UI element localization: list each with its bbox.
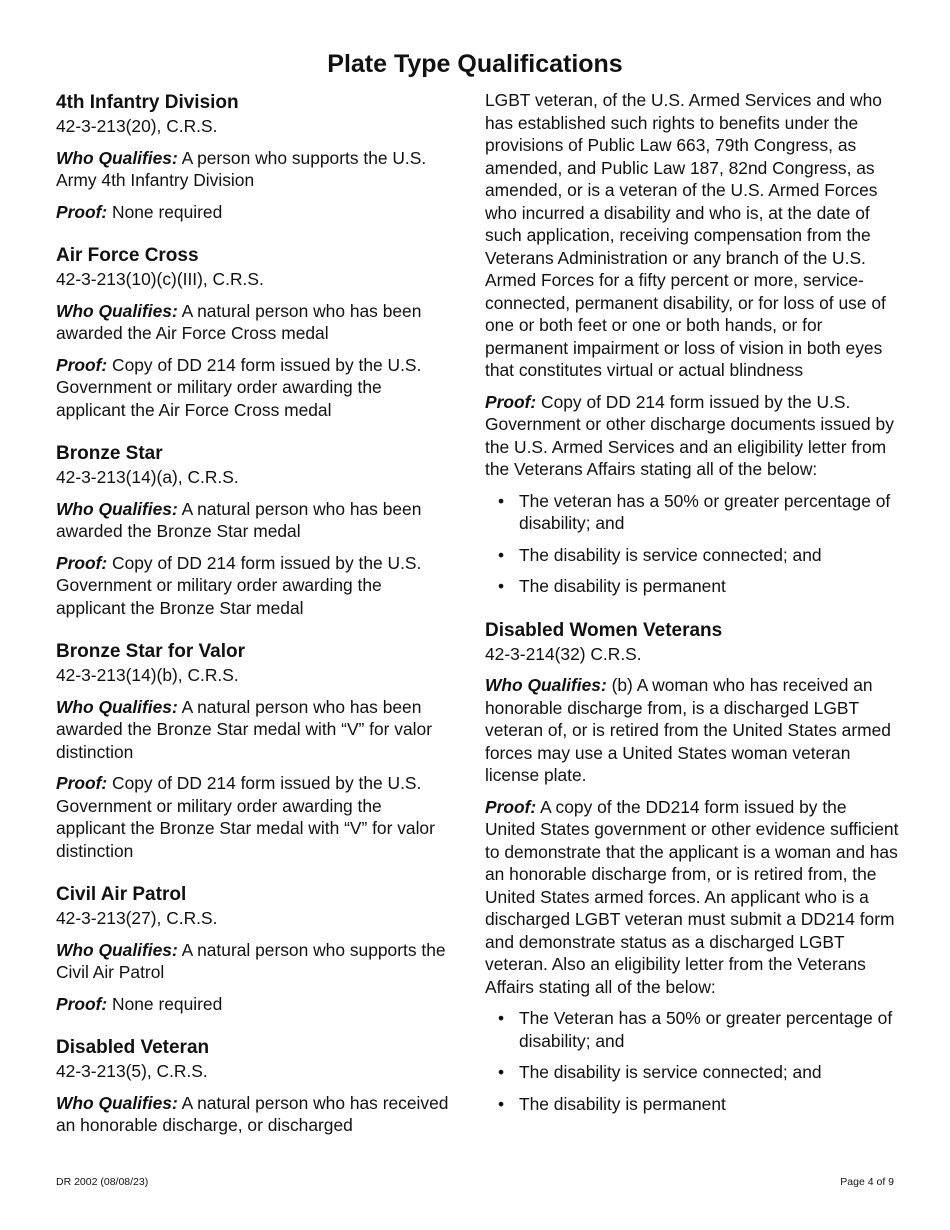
who-qualifies: [56, 300, 456, 345]
proof: [56, 772, 456, 862]
bullet-item: • The disability is service connected; and: [485, 1061, 900, 1084]
form-id: DR 2002 (08/08/23): [56, 1176, 149, 1188]
section-title: Bronze Star for Valor: [56, 641, 245, 662]
page-title: Plate Type Qualifications: [327, 50, 623, 78]
who-qualifies-text: A person who supports the U.S. Army 4th Infantry Division: [56, 147, 427, 190]
proof: [56, 993, 456, 1016]
who-qualifies: [56, 1092, 456, 1137]
bullet-item: • The disability is permanent: [485, 575, 900, 598]
statute-reference: 42-3-213(14)(b), C.R.S.: [56, 665, 239, 685]
proof-text: A copy of the DD214 form issued by the United States government or other evidence sufficient to demonstrate that the applicant is a woman and has an honorable discharge from, or is retired from, the United States armed forces. An applicant who is a discharged LGBT veteran must submit a DD214 form and demonstrate status as a discharged LGBT veteran. Also an eligibility letter from the Veterans Affairs stating all of the below:: [485, 796, 899, 997]
statute-reference: 42-3-213(20), C.R.S.: [56, 116, 218, 136]
section-air-force-cross: [56, 244, 456, 421]
who-qualifies: [56, 696, 456, 764]
proof-text: Copy of DD 214 form issued by the U.S. Government or other discharge documents issued by the U.S. Armed Services and an eligibility letter from the Veterans Affairs stating all of the below:: [485, 391, 894, 479]
who-qualifies: [485, 674, 900, 787]
proof: [485, 391, 900, 481]
section-bronze-star: [56, 442, 456, 619]
who-qualifies: [56, 939, 456, 984]
who-qualifies-label: Who Qualifies:: [485, 675, 607, 695]
who-qualifies-text: A natural person who has received an honorable discharge, or discharged: [56, 1092, 449, 1135]
bullet-item: • The veteran has a 50% or greater percentage of disability; and: [485, 490, 900, 535]
section-title: 4th Infantry Division: [56, 92, 239, 113]
who-qualifies-text: A natural person who has been awarded the Air Force Cross medal: [56, 300, 422, 343]
who-qualifies-text: A natural person who supports the Civil Air Patrol: [56, 939, 446, 982]
proof-label: Proof:: [56, 993, 108, 1014]
section-4th-infantry-division: [56, 91, 456, 223]
proof-label: Proof:: [56, 201, 108, 222]
right-column: [485, 89, 900, 1136]
proof-label: Proof:: [56, 552, 108, 573]
section-title: Civil Air Patrol: [56, 884, 187, 905]
bullet-item: • The Veteran has a 50% or greater percentage of disability; and: [485, 1007, 900, 1052]
who-qualifies-text: (b) A woman who has received an honorable discharge from, is a discharged LGBT veteran of, or is retired from the United States armed forces may use a United States woman veteran license plate.: [485, 675, 891, 785]
proof-text: Copy of DD 214 form issued by the U.S. Government or military order awarding the applicant the Bronze Star medal with “V” for valor distinction: [56, 773, 435, 861]
page-number: Page 4 of 9: [840, 1176, 894, 1188]
proof: [485, 796, 900, 999]
section-title: Disabled Veteran: [56, 1037, 210, 1058]
proof-label: Proof:: [485, 796, 537, 817]
who-qualifies-label: Who Qualifies:: [56, 696, 178, 717]
statute-reference: 42-3-213(14)(a), C.R.S.: [56, 467, 239, 487]
proof: [56, 201, 456, 224]
left-column: [56, 91, 456, 1158]
proof-text: Copy of DD 214 form issued by the U.S. Government or military order awarding the applicant the Bronze Star medal: [56, 552, 422, 618]
proof-text: Copy of DD 214 form issued by the U.S. Government or military order awarding the applicant the Air Force Cross medal: [56, 354, 422, 420]
who-qualifies: [56, 147, 456, 192]
section-disabled-veteran-continued: [485, 89, 900, 598]
statute-reference: 42-3-213(27), C.R.S.: [56, 908, 218, 928]
eligibility-bullet-list: [485, 1007, 900, 1115]
who-qualifies-text: A natural person who has been awarded the Bronze Star medal: [56, 498, 422, 541]
section-civil-air-patrol: [56, 883, 456, 1015]
proof-text: None required: [107, 201, 223, 222]
bullet-item: • The disability is permanent: [485, 1093, 900, 1116]
who-qualifies-label: Who Qualifies:: [56, 1092, 178, 1113]
section-bronze-star-for-valor: [56, 640, 456, 862]
who-qualifies-label: Who Qualifies:: [56, 498, 178, 519]
statute-reference: 42-3-213(10)(c)(III), C.R.S.: [56, 269, 264, 289]
statute-reference: 42-3-213(5), C.R.S.: [56, 1061, 208, 1081]
section-title: Bronze Star: [56, 443, 163, 464]
section-title: Disabled Women Veterans: [485, 619, 723, 641]
proof-label: Proof:: [485, 391, 537, 412]
proof-text: None required: [107, 993, 223, 1014]
proof: [56, 552, 456, 620]
proof-label: Proof:: [56, 354, 108, 375]
eligibility-bullet-list: [485, 490, 900, 598]
bullet-item: • The disability is service connected; and: [485, 544, 900, 567]
who-qualifies-label: Who Qualifies:: [56, 147, 178, 168]
section-title: Air Force Cross: [56, 245, 199, 266]
proof: [56, 354, 456, 422]
who-qualifies-text: A natural person who has been awarded the Bronze Star medal with “V” for valor distinction: [56, 696, 432, 762]
section-disabled-women-veterans: [485, 619, 900, 1116]
proof-label: Proof:: [56, 773, 108, 793]
who-qualifies: [56, 498, 456, 543]
section-disabled-veteran: [56, 1036, 456, 1137]
who-qualifies-continued: LGBT veteran, of the U.S. Armed Services and who has established such rights to benefits under the provisions of Public Law 663, 79th Congress, as amended, and Public Law 187, 82nd Congress, as amended, or is a veteran of the U.S. Armed Forces who incurred a disability and who is, at the date of such application, receiving compensation from the Veterans Administration or any branch of the U.S. Armed Forces for a fifty percent or more, service-connected, permanent disability, or for loss of use of one or both feet or one or both hands, or for permanent impairment or loss of vision in both eyes that constitutes virtual or actual blindness: [485, 90, 886, 380]
who-qualifies-label: Who Qualifies:: [56, 939, 178, 960]
who-qualifies-label: Who Qualifies:: [56, 300, 178, 321]
statute-reference: 42-3-214(32) C.R.S.: [485, 643, 642, 664]
